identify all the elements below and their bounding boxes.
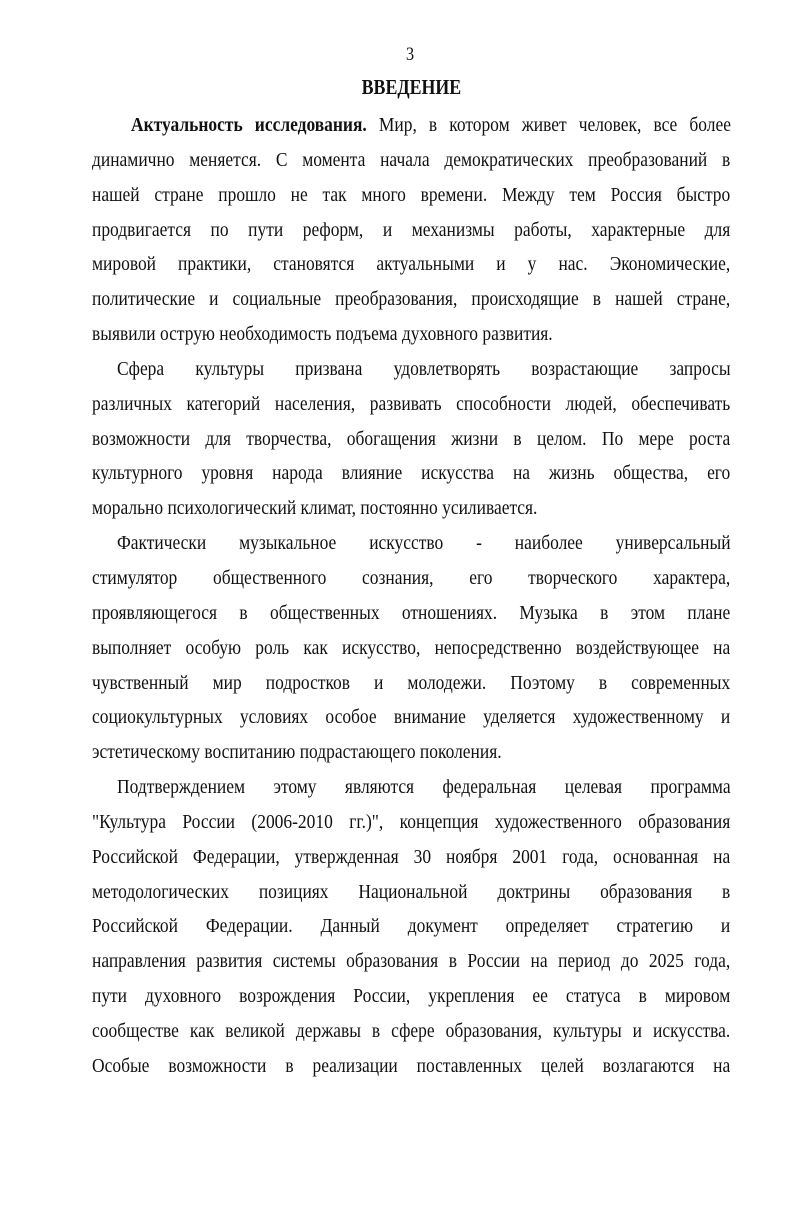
text-line: Особые возможности в реализации поставленных целей возлагаются на: [92, 1054, 731, 1077]
text-line: Сфера культуры призвана удовлетворять возрастающие запросы: [117, 357, 731, 380]
line-text: Мир, в котором живет человек, все более: [378, 114, 731, 136]
text-line: политические и социальные преобразования, происходящие в нашей стране,: [92, 288, 731, 311]
text-line: продвигается по пути реформ, и механизмы работы, характерные для: [92, 218, 731, 241]
text-line: выполняет особую роль как искусство, непосредственно воздействующее на: [92, 636, 731, 659]
text-line: социокультурных условиях особое внимание уделяется художественному и: [92, 706, 731, 729]
text-line: нашей стране прошло не так много времени. Между тем Россия быстро: [92, 183, 731, 206]
text-line: эстетическому воспитанию подрастающего поколения.: [92, 741, 502, 764]
text-line: выявили острую необходимость подъема духовного развития.: [92, 323, 553, 346]
text-line: различных категорий населения, развивать способности людей, обеспечивать: [92, 392, 731, 415]
text-line: [131, 108, 731, 143]
section-title: ВВЕДЕНИЕ: [361, 75, 462, 99]
text-line: методологических позициях Национальной доктрины образования в: [92, 880, 731, 903]
text-line: "Культура России (2006-2010 гг.)", концепция художественного образования: [92, 810, 731, 833]
text-line: чувственный мир подростков и молодежи. Поэтому в современных: [92, 671, 731, 694]
text-line: динамично меняется. С момента начала демократических преобразований в: [92, 148, 731, 171]
text-line: морально психологический климат, постоянно усиливается.: [92, 497, 538, 520]
paragraph: [92, 108, 799, 352]
text-line: направления развития системы образования в России на период до 2025 года,: [92, 950, 731, 973]
text-line: Фактически музыкальное искусство - наиболее универсальный: [117, 532, 731, 555]
text-line: стимулятор общественного сознания, его творческого характера,: [92, 566, 731, 589]
text-line: пути духовного возрождения России, укрепления ее статуса в мировом: [92, 985, 731, 1008]
text-line: культурного уровня народа влияние искусства на жизнь общества, его: [92, 462, 731, 485]
page-number: 3: [405, 44, 415, 65]
paragraph: [92, 770, 799, 1084]
text-line: Подтверждением этому являются федеральная целевая программа: [117, 776, 731, 799]
lead-heading: Актуальность исследования.: [131, 114, 367, 136]
text-line: проявляющегося в общественных отношениях. Музыка в этом плане: [92, 601, 731, 624]
text-line: Российской Федерации, утвержденная 30 ноября 2001 года, основанная на: [92, 845, 731, 868]
text-line: сообществе как великой державы в сфере образования, культуры и искусства.: [92, 1019, 731, 1042]
text-line: возможности для творчества, обогащения жизни в целом. По мере роста: [92, 427, 731, 450]
paragraph: [92, 352, 799, 526]
text-line: мировой практики, становятся актуальными и у нас. Экономические,: [92, 253, 731, 276]
text-line: Российской Федерации. Данный документ определяет стратегию и: [92, 915, 731, 938]
body-text: [92, 108, 799, 1084]
paragraph: [92, 526, 799, 770]
